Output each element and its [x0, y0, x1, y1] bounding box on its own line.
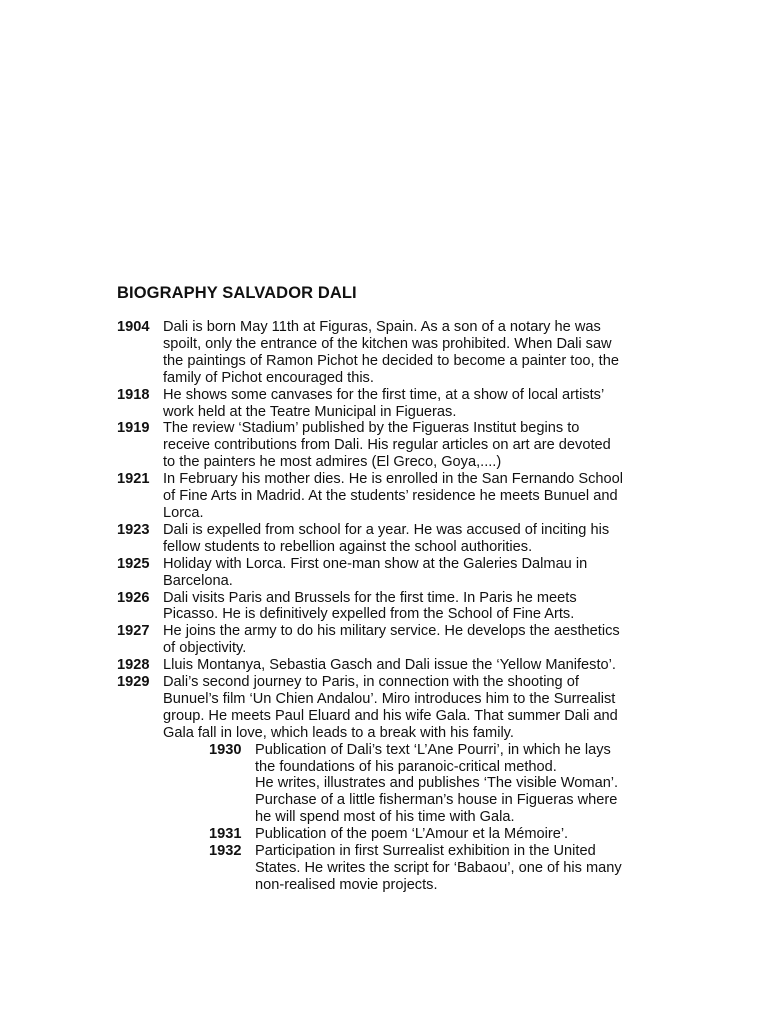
entry-year: 1932 [209, 843, 242, 860]
timeline-entry [117, 522, 657, 556]
timeline-entry-indented [117, 843, 657, 894]
timeline-entry [117, 657, 657, 674]
entry-text: Publication of the poem ‘L’Amour et la Mémoire’. [255, 826, 569, 843]
entry-text: Dali’s second journey to Paris, in connection with the shooting of Bunuel’s film ‘Un Chien Andalou’. Miro introduces him to the Surrealist group. He meets Paul Eluard and his wife Gala. That summer Dali and Gala fall in love, which leads to a break with his family. [163, 674, 618, 741]
document-title: BIOGRAPHY SALVADOR DALI [117, 284, 357, 302]
entry-text: Participation in first Surrealist exhibition in the United States. He writes the script for ‘Babaou’, one of his many non-realised movie projects. [255, 843, 622, 893]
entry-year: 1929 [117, 674, 150, 691]
entry-year: 1921 [117, 471, 150, 488]
entry-year: 1925 [117, 555, 150, 572]
timeline-entry [117, 387, 657, 421]
entry-text: Publication of Dali’s text ‘L’Ane Pourri’, in which he lays the foundations of his paranoic-critical method. He writes, illustrates and publishes ‘The visible Woman’. Purchase of a little fisherman’s house in Figueras where he will spend most of his time with Gala. [255, 741, 619, 826]
entry-year: 1930 [209, 741, 242, 758]
entry-year: 1931 [209, 826, 242, 843]
entry-year: 1919 [117, 420, 150, 437]
entry-year: 1904 [117, 319, 150, 335]
timeline-entry [117, 420, 657, 471]
timeline-entry-indented [117, 742, 657, 827]
entry-text: He shows some canvases for the first time, at a show of local artists’ work held at the Teatre Municipal in Figueras. [163, 386, 605, 420]
entry-text: Holiday with Lorca. First one-man show at the Galeries Dalmau in Barcelona. [163, 555, 588, 589]
entry-year: 1927 [117, 623, 150, 640]
entry-year: 1928 [117, 657, 150, 674]
entry-text: He joins the army to do his military service. He develops the aesthetics of objectivity. [163, 623, 620, 657]
entry-text: In February his mother dies. He is enrolled in the San Fernando School of Fine Arts in Madrid. At the students’ residence he meets Bunuel and Lorca. [163, 471, 623, 521]
biography-timeline [117, 319, 657, 894]
entry-year: 1923 [117, 521, 150, 538]
timeline-entry [117, 319, 657, 387]
entry-text: Dali is born May 11th at Figuras, Spain. As a son of a notary he was spoilt, only the entrance of the kitchen was prohibited. When Dali saw the paintings of Ramon Pichot he decided to become a painter too, the family of Pichot encouraged this. [163, 319, 619, 386]
entry-year: 1926 [117, 589, 150, 606]
entry-text: Dali visits Paris and Brussels for the first time. In Paris he meets Picasso. He is definitively expelled from the School of Fine Arts. [163, 589, 577, 623]
timeline-entry [117, 590, 657, 624]
timeline-entry [117, 623, 657, 657]
entry-text: Lluis Montanya, Sebastia Gasch and Dali issue the ‘Yellow Manifesto’. [163, 657, 616, 674]
entry-year: 1918 [117, 386, 150, 403]
timeline-entry [117, 674, 657, 742]
timeline-entry-indented [117, 826, 657, 843]
timeline-entry [117, 556, 657, 590]
entry-text: The review ‘Stadium’ published by the Figueras Institut begins to receive contributions from Dali. His regular articles on art are devoted to the painters he most admires (El Greco, Goya,....) [163, 420, 611, 471]
entry-text: Dali is expelled from school for a year. He was accused of inciting his fellow students to rebellion against the school authorities. [163, 521, 610, 555]
timeline-entry [117, 471, 657, 522]
